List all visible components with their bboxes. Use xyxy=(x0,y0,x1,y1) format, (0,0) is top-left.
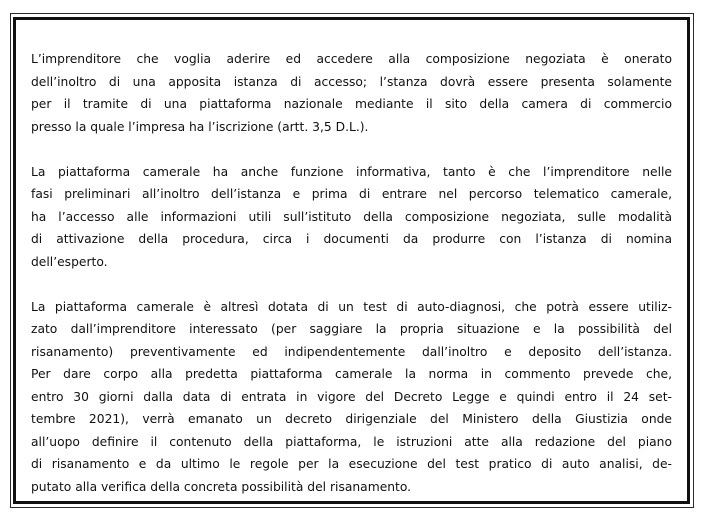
text-line: all’uopo definire il contenuto della piattaforma, le istruzioni atte alla redazione del piano xyxy=(31,434,672,449)
paragraph-2 xyxy=(31,161,672,274)
text-line: di attivazione della procedura, circa i documenti da produrre con l’istanza di nomina xyxy=(31,232,672,246)
text-line: dell’esperto. xyxy=(31,254,108,269)
text-line: La piattaforma camerale è altresì dotata di un test di auto-diagnosi, che potrà essere utiliz- xyxy=(31,299,672,314)
text-line: entro 30 giorni dalla data di entrata in vigore del Decreto Legge e quindi entro il 24 set- xyxy=(31,389,672,404)
text-line: presso la quale l’impresa ha l’iscrizione (artt. 3,5 D.L.). xyxy=(31,119,369,134)
text-line: risanamento) preventivamente ed indipendentemente dall’inoltro e deposito dell’istanza. xyxy=(31,344,672,359)
text-line: per il tramite di una piattaforma nazionale mediante il sito della camera di commercio xyxy=(31,97,672,111)
text-line: di risanamento e da ultimo le regole per la esecuzione del test pratico di auto analisi, de- xyxy=(31,457,672,471)
paragraph-1 xyxy=(31,48,672,138)
text-line: zato dall’imprenditore interessato (per saggiare la propria situazione e la possibilità del xyxy=(31,322,672,336)
document-body xyxy=(31,48,672,521)
paragraph-3 xyxy=(31,296,672,499)
text-line: dell’inoltro di una apposita istanza di accesso; l’stanza dovrà essere presenta solamente xyxy=(31,74,672,89)
text-line: L’imprenditore che voglia aderire ed accedere alla composizione negoziata è onerato xyxy=(31,52,672,66)
text-line: La piattaforma camerale ha anche funzione informativa, tanto è che l’imprenditore nelle xyxy=(31,164,672,179)
text-line: tembre 2021), verrà emanato un decreto dirigenziale del Ministero della Giustizia onde xyxy=(31,412,672,426)
text-line: putato alla verifica della concreta possibilità del risanamento. xyxy=(31,479,412,494)
text-line: Per dare corpo alla predetta piattaforma camerale la norma in commento prevede che, xyxy=(31,367,672,381)
text-line: ha l’accesso alle informazioni utili sull’istituto della composizione negoziata, sulle modalità xyxy=(31,209,672,224)
text-line: fasi preliminari all’inoltro dell’istanza e prima di entrare nel percorso telematico camerale, xyxy=(31,187,672,201)
